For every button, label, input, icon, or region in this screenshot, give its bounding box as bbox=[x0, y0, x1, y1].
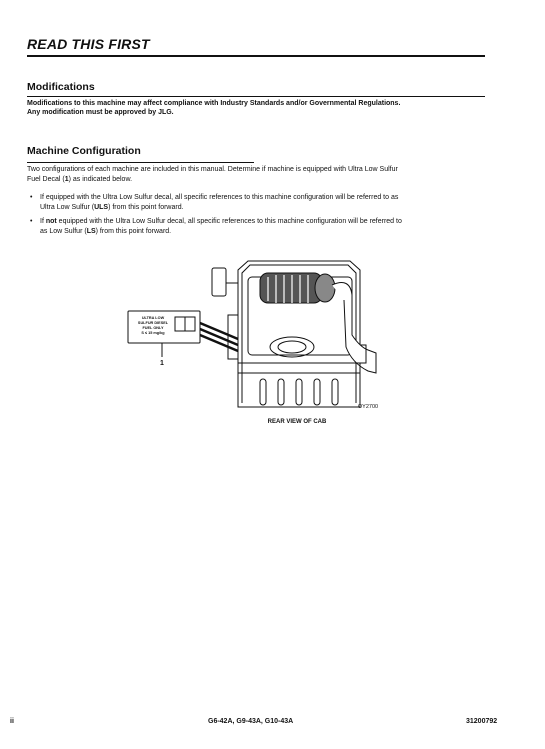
intro-line2 bbox=[27, 175, 489, 185]
decal-text-line4: S ≤ 15 mg/kg bbox=[141, 331, 165, 335]
bullet-text-end: ) from this point forward. bbox=[108, 203, 184, 211]
bullet-uls-line1: If equipped with the Ultra Low Sulfur decal, all specific references to this machine configuration will be referred to as bbox=[40, 194, 399, 201]
footer-page-number: ii bbox=[10, 718, 14, 725]
bullet-uls-line2 bbox=[40, 203, 487, 213]
bullet-marker: • bbox=[30, 194, 33, 201]
intro-text: Fuel Decal ( bbox=[27, 175, 65, 183]
machine-configuration-intro bbox=[27, 165, 489, 184]
bullet-text-cont: equipped with the Ultra Low Sulfur decal, all specific references to this machine configuration will be referred to bbox=[56, 218, 402, 225]
callout-number: 1 bbox=[160, 360, 164, 367]
modifications-notice-line2: Any modification must be approved by JLG. bbox=[27, 109, 174, 116]
decal-text-line1: ULTRA LOW bbox=[141, 316, 165, 320]
ls-abbrev: LS bbox=[86, 227, 96, 235]
machine-configuration-divider bbox=[27, 162, 254, 163]
modifications-heading: Modifications bbox=[27, 81, 95, 93]
footer-doc-number: 31200792 bbox=[466, 718, 498, 725]
decal-text-line3: FUEL ONLY bbox=[142, 326, 164, 330]
intro-line1: Two configurations of each machine are included in this manual. Determine if machine is equipped with Ultra Low Sulfur bbox=[27, 166, 398, 173]
intro-callout-ref: 1 bbox=[64, 175, 69, 183]
modifications-divider bbox=[27, 96, 485, 97]
machine-configuration-heading: Machine Configuration bbox=[27, 145, 141, 157]
footer-models: G6-42A, G9-43A, G10-43A bbox=[208, 718, 294, 725]
bullet-ls bbox=[29, 217, 487, 236]
figure-id: OY2700 bbox=[357, 404, 379, 410]
bullet-ls-line1 bbox=[40, 217, 487, 227]
modifications-notice-line1: Modifications to this machine may affect compliance with Industry Standards and/or Governmental Regulations. bbox=[27, 100, 401, 107]
rear-view-of-cab-figure bbox=[120, 255, 400, 420]
figure-caption: REAR VIEW OF CAB bbox=[267, 419, 327, 425]
title-divider bbox=[27, 55, 485, 57]
uls-abbrev: ULS bbox=[94, 203, 109, 211]
not-emphasis: not bbox=[45, 218, 57, 225]
bullet-text: Ultra Low Sulfur ( bbox=[40, 203, 95, 211]
bullet-text: If bbox=[40, 218, 46, 225]
intro-text-end: ) as indicated below. bbox=[68, 175, 133, 183]
bullet-marker: • bbox=[30, 218, 33, 225]
modifications-notice bbox=[27, 99, 489, 117]
bullet-ls-line2 bbox=[40, 227, 487, 237]
bullet-uls bbox=[29, 193, 487, 212]
configuration-bullet-list bbox=[29, 193, 487, 241]
page-title: READ THIS FIRST bbox=[27, 36, 150, 52]
bullet-text-end: ) from this point forward. bbox=[95, 227, 172, 235]
bullet-text: as Low Sulfur ( bbox=[40, 227, 87, 235]
decal-text-line2: SULFUR DIESEL bbox=[137, 321, 169, 325]
